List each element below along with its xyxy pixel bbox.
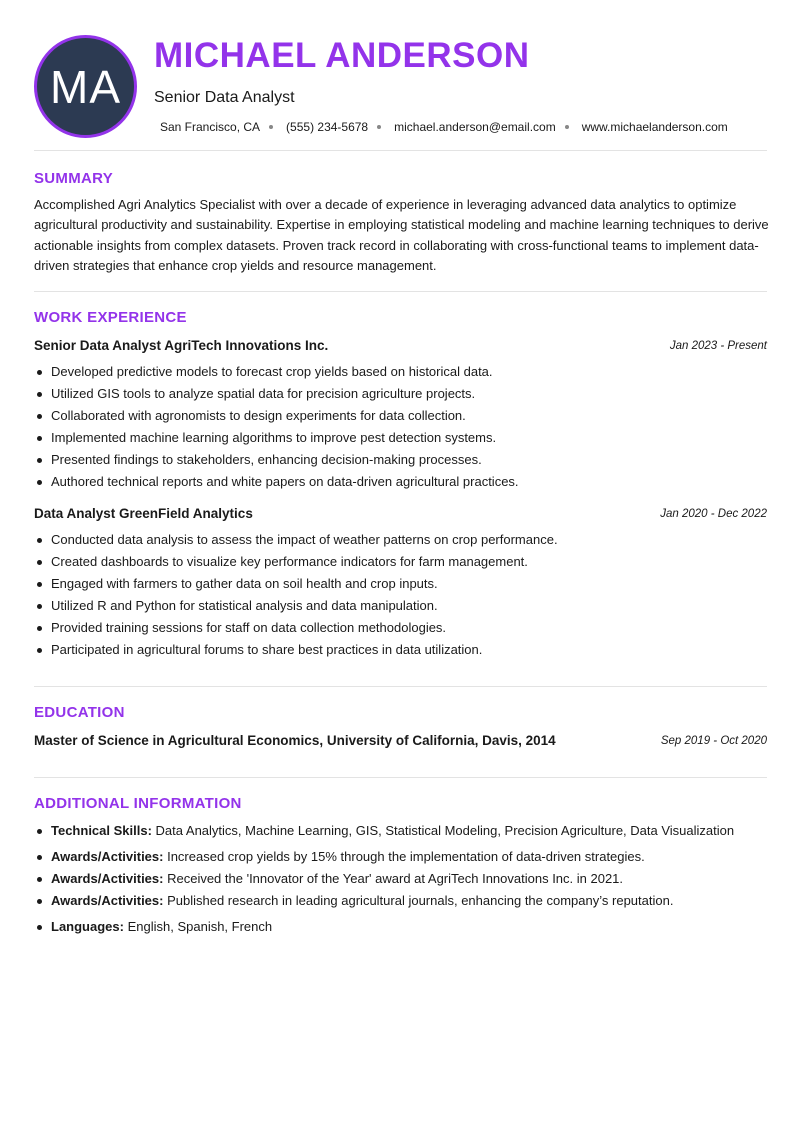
separator-dot-icon [269, 125, 273, 129]
list-item: Provided training sessions for staff on data collection methodologies. [34, 617, 558, 639]
info-value: Data Analytics, Machine Learning, GIS, Statistical Modeling, Precision Agriculture, Data Visualization [155, 823, 735, 838]
section-divider [34, 291, 767, 292]
info-label: Awards/Activities: [51, 893, 164, 908]
separator-dot-icon [377, 125, 381, 129]
list-item: Engaged with farmers to gather data on soil health and crop inputs. [34, 573, 558, 595]
info-label: Technical Skills: [51, 823, 152, 838]
list-item: Collaborated with agronomists to design experiments for data collection. [34, 405, 519, 427]
education-dates: Sep 2019 - Oct 2020 [660, 735, 767, 747]
work-experience-heading: WORK EXPERIENCE [34, 309, 187, 326]
contact-email[interactable]: michael.anderson@email.com [394, 120, 556, 134]
list-item [34, 820, 734, 842]
list-item: Presented findings to stakeholders, enhancing decision-making processes. [34, 449, 519, 471]
list-item: Conducted data analysis to assess the impact of weather patterns on crop performance. [34, 529, 558, 551]
list-item: Utilized GIS tools to analyze spatial data for precision agriculture projects. [34, 383, 519, 405]
info-value: English, Spanish, French [127, 919, 273, 934]
avatar-initials: MA [50, 60, 121, 113]
info-value: Received the 'Innovator of the Year' award at AgriTech Innovations Inc. in 2021. [167, 871, 624, 886]
avatar [34, 35, 137, 138]
contact-phone: (555) 234-5678 [286, 120, 369, 134]
separator-dot-icon [565, 125, 569, 129]
info-label: Languages: [51, 919, 124, 934]
list-item: Participated in agricultural forums to share best practices in data utilization. [34, 639, 558, 661]
job-title: Senior Data Analyst AgriTech Innovations Inc. [34, 338, 329, 353]
job-dates: Jan 2023 - Present [669, 340, 767, 352]
section-divider [34, 777, 767, 778]
job-title: Data Analyst GreenField Analytics [34, 506, 253, 521]
list-item [34, 868, 734, 890]
education-heading: EDUCATION [34, 704, 125, 721]
info-value: Published research in leading agricultural journals, enhancing the company’s reputation. [167, 893, 674, 908]
job-bullets [34, 361, 519, 493]
education-degree: Master of Science in Agricultural Economics, University of California, Davis, 2014 [34, 733, 556, 748]
list-item: Developed predictive models to forecast crop yields based on historical data. [34, 361, 519, 383]
summary-text: Accomplished Agri Analytics Specialist with over a decade of experience in leveraging advanced data analytics to optimize agricultural productivity and sustainability. Expertise in employing statistical modeling and machine learning techniques to derive actionable insights from complex datasets. Proven track record in collaborating with cross-functional teams to implement data-driven strategies that enhance crop yields and resource management. [34, 197, 769, 273]
list-item: Implemented machine learning algorithms to improve pest detection systems. [34, 427, 519, 449]
summary-heading: SUMMARY [34, 170, 114, 187]
job-dates: Jan 2020 - Dec 2022 [660, 508, 767, 520]
list-item: Utilized R and Python for statistical analysis and data manipulation. [34, 595, 558, 617]
candidate-name: MICHAEL ANDERSON [154, 36, 530, 75]
list-item: Authored technical reports and white papers on data-driven agricultural practices. [34, 471, 519, 493]
list-item [34, 846, 734, 868]
candidate-role: Senior Data Analyst [154, 89, 295, 106]
section-divider [34, 150, 767, 151]
list-item [34, 890, 734, 912]
info-label: Awards/Activities: [51, 849, 164, 864]
additional-info-list [34, 820, 734, 938]
list-item [34, 916, 734, 938]
contact-website[interactable]: www.michaelanderson.com [581, 120, 728, 134]
additional-info-heading: ADDITIONAL INFORMATION [34, 795, 242, 812]
info-value: Increased crop yields by 15% through the implementation of data-driven strategies. [167, 849, 645, 864]
list-item: Created dashboards to visualize key performance indicators for farm management. [34, 551, 558, 573]
info-label: Awards/Activities: [51, 871, 164, 886]
contact-location: San Francisco, CA [160, 120, 261, 134]
job-bullets [34, 529, 558, 661]
section-divider [34, 686, 767, 687]
contact-line [160, 120, 728, 134]
